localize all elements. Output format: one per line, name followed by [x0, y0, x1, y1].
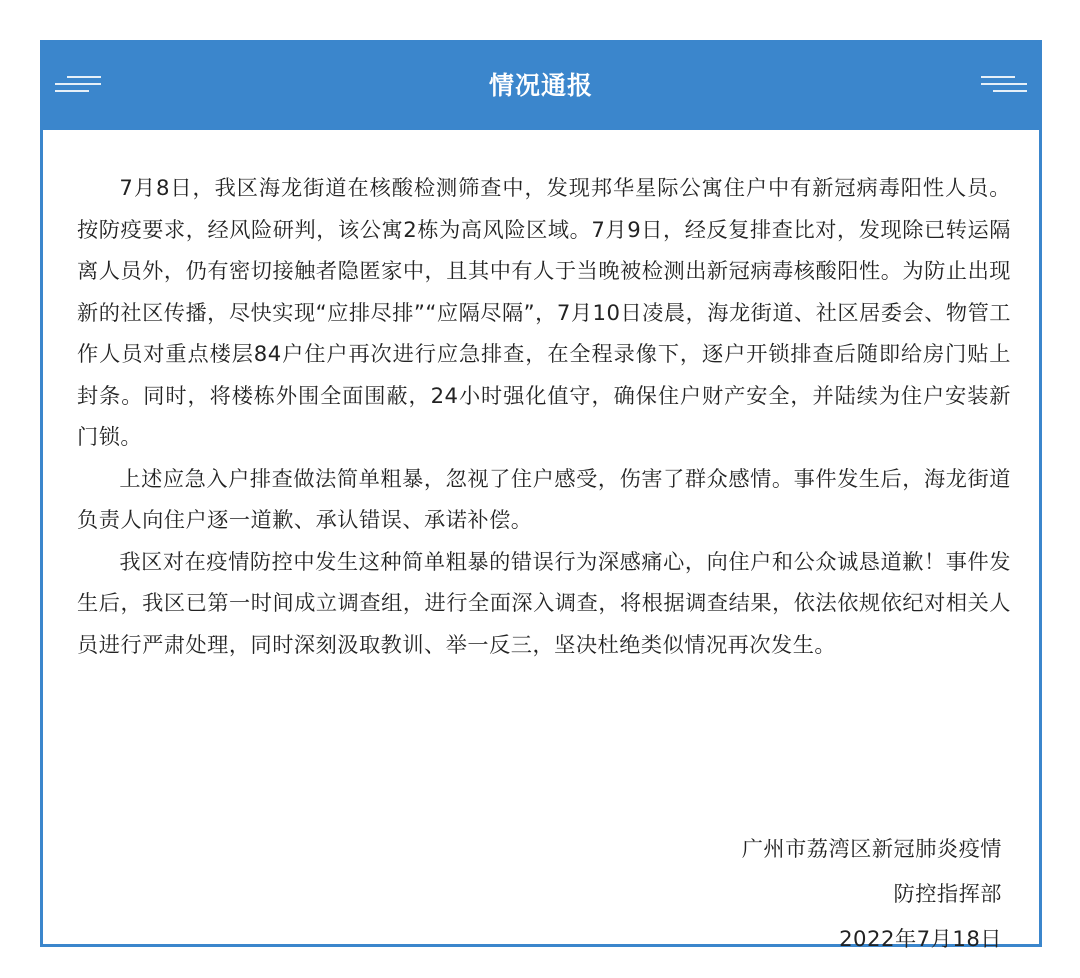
notice-header [43, 43, 1039, 130]
notice-card [40, 40, 1042, 951]
signature-org-line1: 广州市荔湾区新冠肺炎疫情 [741, 836, 1002, 861]
paragraph-1: 7月8日，我区海龙街道在核酸检测筛查中，发现邦华星际公寓住户中有新冠病毒阳性人员。按防疫要求，经风险研判，该公寓2栋为高风险区域。7月9日，经反复排查比对，发现除已转运隔离人员外，仍有密切接触者隐匿家中，且其中有人于当晚被检测出新冠病毒核酸阳性。为防止出现新的社区传播，尽快实现“应排尽排”“应隔尽隔”，7月10日凌晨，海龙街道、社区居委会、物管工作人员对重点楼层84户住户再次进行应急排查，在全程录像下，逐户开锁排查后随即给房门贴上封条。同时，将楼栋外围全面围蔽，24小时强化值守，确保住户财产安全，并陆续为住户安装新门锁。 [77, 175, 1011, 449]
signature-date: 2022年7月18日 [839, 926, 1002, 951]
signature-block [742, 826, 1002, 961]
notice-title: 情况通报 [488, 71, 593, 100]
notice-body [77, 167, 1011, 665]
paragraph-3: 我区对在疫情防控中发生这种简单粗暴的错误行为深感痛心，向住户和公众诚恳道歉！事件发生后，我区已第一时间成立调查组，进行全面深入调查，将根据调查结果，依法依规依纪对相关人员进行严肃处理，同时深刻汲取教训、举一反三，坚决杜绝类似情况再次发生。 [77, 548, 1011, 657]
lines-decoration-icon [979, 73, 1029, 99]
paragraph-2: 上述应急入户排查做法简单粗暴，忽视了住户感受，伤害了群众感情。事件发生后，海龙街道负责人向住户逐一道歉、承认错误、承诺补偿。 [77, 465, 1011, 532]
signature-org-line2: 防控指挥部 [893, 881, 1002, 906]
